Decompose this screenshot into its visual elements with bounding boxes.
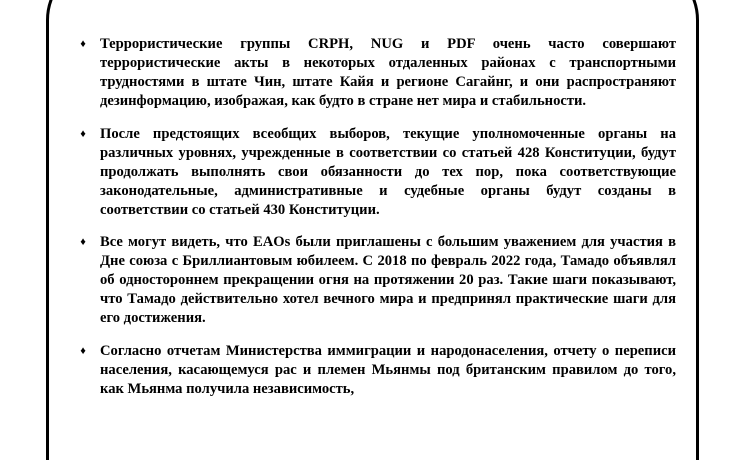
bullet-item-1 bbox=[76, 35, 676, 111]
diamond-bullet-icon: ♦ bbox=[80, 344, 86, 357]
bullet-item-2 bbox=[76, 125, 676, 220]
diamond-bullet-icon: ♦ bbox=[80, 127, 86, 140]
bullet-item-3 bbox=[76, 233, 676, 328]
bullet-text-4: Согласно отчетам Министерства иммиграции и народонаселения, отчету о переписи населения, касающемуся рас и племен Мьянмы под британским правилом до того, как Мьянма получила независимость, bbox=[100, 342, 676, 397]
diamond-bullet-icon: ♦ bbox=[80, 236, 86, 248]
bullet-text-3: Все могут видеть, что EAOs были приглашены с большим уважением для участия в Дне союза с Бриллиантовым юбилеем. С 2018 по февраль 2022 года, Тамадо объявлял об одностороннем прекращении огня на протяжении 20 раз. Такие шаги показывают, что Тамадо действительно хотел вечного мира и предпринял практические шаги для его достижения. bbox=[100, 234, 676, 326]
bullet-list bbox=[76, 35, 676, 412]
bullet-text-1: Террористические группы CRPH, NUG и PDF очень часто совершают террористические акты в некоторых отдаленных районах с транспортными трудностями в штате Чин, штате Кайя и регионе Сагайнг, и они распространяют дезинформацию, изображая, как будто в стране нет мира и стабильности. bbox=[100, 36, 676, 109]
diamond-bullet-icon: ♦ bbox=[80, 38, 86, 50]
bullet-text-2: После предстоящих всеобщих выборов, текущие уполномоченные органы на различных уровнях, учрежденные в соответствии со статьей 428 Конституции, будут продолжать выполнять свои обязанности до тех пор, пока соответствующие законодательные, административные и судебные органы будут созданы в соответствии со статьей 430 Конституции. bbox=[100, 125, 676, 218]
bullet-item-4 bbox=[76, 342, 676, 399]
